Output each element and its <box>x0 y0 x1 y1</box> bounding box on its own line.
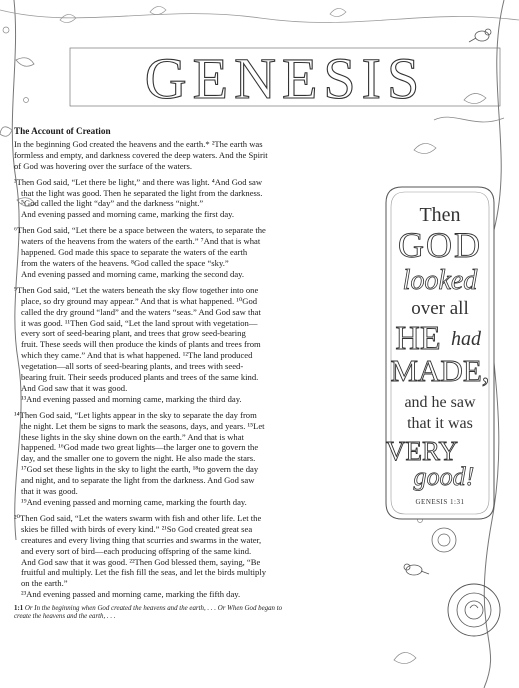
quote-word: looked <box>402 265 478 296</box>
verse-line: ⁶Then God said, “Let there be a space between the waters, to separate the <box>14 225 266 236</box>
quote-word: MADE, <box>390 353 490 388</box>
quote-word: GOD <box>398 225 482 265</box>
footnote-ref: 1:1 <box>14 605 24 613</box>
quote-word: over all <box>411 298 469 319</box>
quote-word: that it was <box>407 415 473 432</box>
verse-line: that it was good. <box>21 486 78 497</box>
verse-line: And God saw that it was good. <box>21 382 128 393</box>
verse-line: And evening passed and morning came, marking the first day. <box>21 209 235 220</box>
verse-line: waters of the heavens from the waters of the earth.” ⁷And that is what <box>21 236 261 247</box>
verse-line: these lights in the sky shine down on the earth.” And that is what <box>21 431 244 442</box>
rose-icon <box>448 584 500 636</box>
verse-line: which they came.” And that is what happened. ¹²The land produced <box>21 350 253 361</box>
quote-word: Then <box>419 204 461 226</box>
footnote-line: Or In the beginning when God created the heavens and the earth, . . . Or When God began to <box>24 605 283 613</box>
verse-line: ¹⁷God set these lights in the sky to light the earth, ¹⁸to govern the day <box>21 464 259 475</box>
verse-line: fruit. These seeds will then produce the kinds of plants and trees from <box>21 339 261 350</box>
verse-line: formless and empty, and darkness covered the deep waters. And the Spirit <box>14 149 268 160</box>
verse-paragraph <box>14 177 370 221</box>
verse-line: vegetation—all sorts of seed-bearing plants, and trees with seed- <box>21 361 244 372</box>
verse-line: it was good. ¹¹Then God said, “Let the land sprout with vegetation— <box>21 317 258 328</box>
scripture-text-column <box>14 126 370 622</box>
verse-line: bearing fruit. Their seeds produced plants and trees of the same kind. <box>21 372 259 383</box>
verse-line: from the waters of the heavens. ⁸God called the space “sky.” <box>21 257 229 268</box>
verse-line: ²⁰Then God said, “Let the waters swarm with fish and other life. Let the <box>14 512 262 523</box>
quote-word: good! <box>413 462 475 491</box>
footnote <box>14 605 370 621</box>
verse-line: every sort of seed-bearing plant, and trees that grow seed-bearing <box>21 328 246 339</box>
bird-icon <box>469 29 491 42</box>
quote-reference: GENESIS 1:31 <box>415 498 465 506</box>
verse-paragraph <box>14 410 370 508</box>
book-title-text: GENESIS <box>144 46 426 111</box>
verse-line: ²³And evening passed and morning came, marking the fifth day. <box>21 589 241 600</box>
footnote-line: create the heavens and the earth, . . . <box>14 613 116 621</box>
verse-line: creatures and every living thing that scurries and swarms in the water, <box>21 534 262 545</box>
verse-paragraph <box>14 225 370 280</box>
rose-icon <box>432 528 456 552</box>
verse-line: ⁹Then God said, “Let the waters beneath the sky flow together into one <box>14 284 259 295</box>
book-title <box>66 42 504 112</box>
verse-line: place, so dry ground may appear.” And that is what happened. ¹⁰God <box>21 295 258 306</box>
verse-line: ⁵God called the light “day” and the darkness “night.” <box>21 198 204 209</box>
verse-line: the night. Let them be signs to mark the seasons, days, and years. ¹⁵Let <box>21 420 265 431</box>
bird-icon <box>404 564 429 575</box>
verse-line: that the light was good. Then he separated the light from the darkness. <box>21 187 263 198</box>
verse-paragraph <box>14 139 370 172</box>
verse-line: of God was hovering over the surface of the waters. <box>14 160 193 171</box>
verse-line: fruitful and multiply. Let the fish fill the seas, and let the birds multiply <box>21 567 267 578</box>
verse-line: ³Then God said, “Let there be light,” and there was light. ⁴And God saw <box>14 176 263 187</box>
quote-word: VERY <box>385 436 459 466</box>
verse-paragraph <box>14 513 370 600</box>
verse-line: ¹³And evening passed and morning came, marking the third day. <box>21 393 242 404</box>
quote-word: had <box>451 328 481 350</box>
quote-word: HE <box>395 320 441 357</box>
verse-line: happened. ¹⁶God made two great lights—the larger one to govern the <box>21 442 259 453</box>
verse-line: And God saw that it was good. ²²Then God blessed them, saying, “Be <box>21 556 261 567</box>
verse-line: ¹⁴Then God said, “Let lights appear in the sky to separate the day from <box>14 409 257 420</box>
verse-line: and night, and to separate the light from the darkness. And God saw <box>21 475 255 486</box>
verse-line: And evening passed and morning came, marking the second day. <box>21 268 245 279</box>
verse-paragraph <box>14 285 370 405</box>
verse-line: happened. God made this space to separate the waters of the earth <box>21 247 248 258</box>
verse-line: ¹⁹And evening passed and morning came, marking the fourth day. <box>21 497 247 507</box>
section-heading: The Account of Creation <box>14 126 111 136</box>
verse-line: called the dry ground “land” and the waters “seas.” And God saw that <box>21 306 261 317</box>
verse-line: on the earth.” <box>21 578 68 589</box>
quote-panel <box>378 183 502 523</box>
verse-line: skies be filled with birds of every kind.” ²¹So God created great sea <box>21 523 253 534</box>
verse-line: and every sort of bird—each producing offspring of the same kind. <box>21 545 252 556</box>
quote-word: and he saw <box>404 394 476 411</box>
verse-line: day, and the smaller one to govern the night. He also made the stars. <box>21 453 256 464</box>
verse-line: In the beginning God created the heavens and the earth.* ²The earth was <box>14 138 263 149</box>
